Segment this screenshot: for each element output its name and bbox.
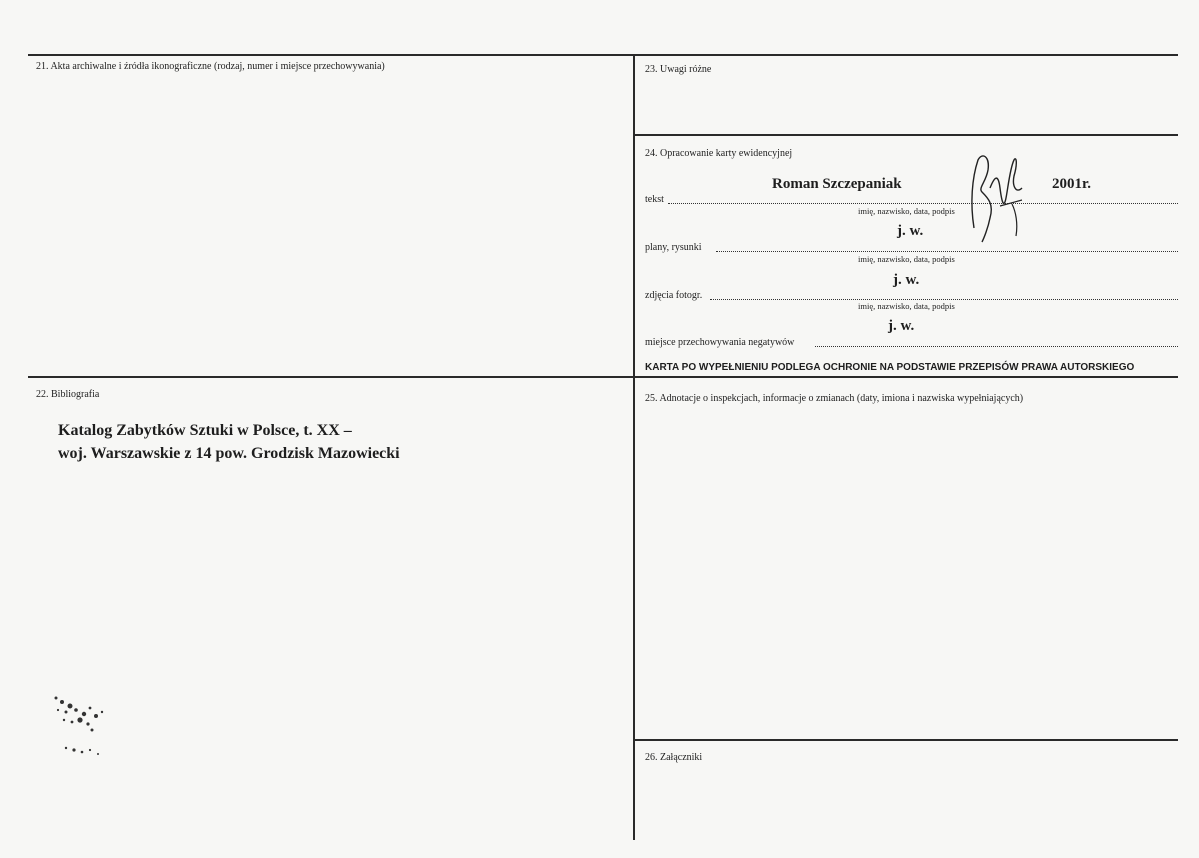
field-tekst-hint: imię, nazwisko, data, podpis [858,206,955,216]
center-divider [633,54,635,840]
field-negatywy-dots [815,346,1178,347]
field-zdjecia-hint: imię, nazwisko, data, podpis [858,301,955,311]
section-24-label: 24. Opracowanie karty ewidencyjnej [645,148,793,159]
section-23-label: 23. Uwagi różne [645,64,712,75]
top-rule [28,54,1178,56]
field-zdjecia-dots [710,299,1178,300]
field-negatywy-label: miejsce przechowywania negatywów [645,337,795,348]
field-plany-dots [716,251,1178,252]
section-25-label: 25. Adnotacje o inspekcjach, informacje o zmianach (daty, imiona i nazwiska wypełniających) [645,393,1024,404]
section-22-label: 22. Bibliografia [36,389,100,400]
plany-value: j. w. [897,223,924,239]
rule-23-24 [634,134,1178,136]
rule-25-26 [634,739,1178,741]
author-date: 2001r. [1052,176,1092,192]
bibliography-line-1: Katalog Zabytków Sztuki w Polsce, t. XX – [58,422,352,439]
negatywy-value: j. w. [888,318,915,334]
field-plany-label: plany, rysunki [645,242,702,253]
section-26-label: 26. Załączniki [645,752,703,763]
middle-rule [28,376,1178,378]
copyright-notice: KARTA PO WYPEŁNIENIU PODLEGA OCHRONIE NA PODSTAWIE PRZEPISÓW PRAWA AUTORSKIEGO [645,362,1135,373]
zdjecia-value: j. w. [893,272,920,288]
field-tekst-label: tekst [645,194,664,205]
section-21-label: 21. Akta archiwalne i źródła ikonograficzne (rodzaj, numer i miejsce przechowywania) [36,61,385,72]
signature-image [960,148,1040,248]
field-tekst-dots [668,203,1178,204]
author-name: Roman Szczepaniak [772,176,902,192]
ink-stain-mark [46,690,116,765]
field-zdjecia-label: zdjęcia fotogr. [645,290,703,301]
bibliography-line-2: woj. Warszawskie z 14 pow. Grodzisk Mazowiecki [58,445,400,462]
field-plany-hint: imię, nazwisko, data, podpis [858,254,955,264]
